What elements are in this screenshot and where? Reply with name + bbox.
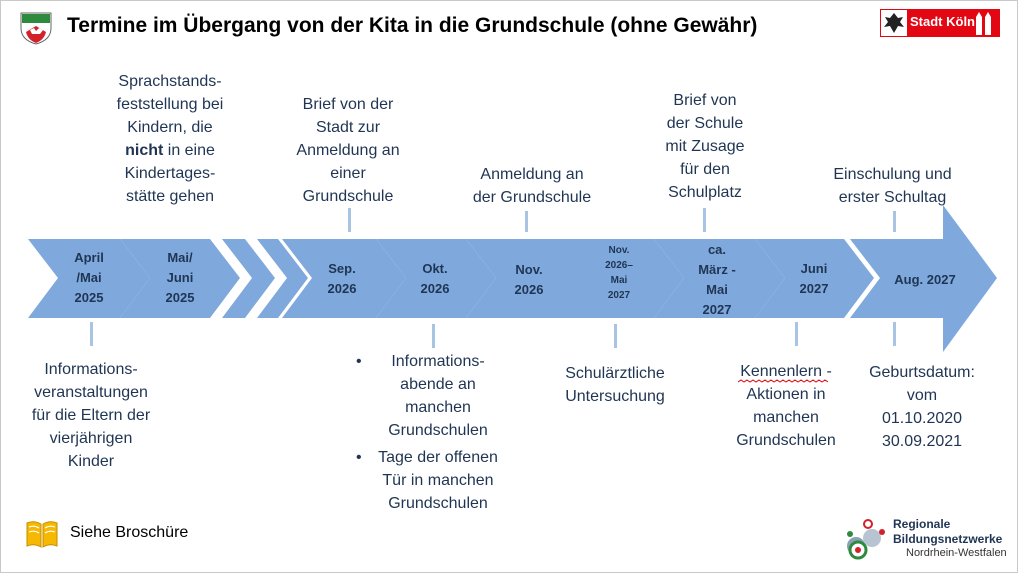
regionale-bildungsnetzwerke-logo	[842, 516, 888, 562]
label-informationsveranstaltungen: Informations- veranstaltungen für die Eltern der vierjährigen Kinder	[31, 361, 151, 470]
arrow-label-nov-2026-mai-2027: Nov. 2026– Mai 2027	[605, 245, 633, 301]
rbn-logo-line3: Nordrhein-Westfalen	[906, 547, 1007, 559]
connector-tick	[432, 324, 435, 348]
arrow-label-aug-2027: Aug. 2027	[894, 272, 956, 287]
label-kennenlern-aktionen: Kennenlern - Aktionen in manchen Grundschulen	[736, 363, 836, 449]
arrow-label-sep-2026: Sep. 2026	[327, 261, 357, 296]
connector-tick	[893, 322, 896, 346]
page-title: Termine im Übergang von der Kita in die Grundschule (ohne Gewähr)	[67, 14, 758, 37]
book-icon	[25, 519, 59, 549]
connector-tick	[614, 324, 617, 348]
connector-tick	[90, 322, 93, 346]
bullet-list-schulinfo	[356, 350, 506, 519]
label-brief-stadt: Brief von der Stadt zur Anmeldung an einer Grundschule	[296, 96, 400, 205]
connector-tick	[795, 322, 798, 346]
label-anmeldung: Anmeldung an der Grundschule	[472, 166, 592, 206]
arrow-label-maerz-mai-2027: ca. März - Mai 2027	[698, 242, 736, 317]
arrow-label-nov-2026: Nov. 2026	[514, 262, 544, 297]
label-sprachstandsfeststellung: Sprachstands- feststellung bei Kindern, die nicht in eine Kindertages- stätte gehen	[116, 73, 224, 205]
arrow-label-april-mai-2025: April /Mai 2025	[74, 250, 104, 305]
bullet-item-informationsabende: • Informations- abende an manchen Grundschulen	[356, 350, 506, 442]
label-geburtsdatum: Geburtsdatum: vom 01.10.2020 30.09.2021	[869, 364, 975, 450]
rbn-logo-line2: Bildungsnetzwerke	[893, 532, 1003, 546]
stadt-koeln-logo-text: Stadt Köln	[910, 14, 975, 29]
spellcheck-underline	[738, 379, 828, 384]
rbn-logo-line1: Regionale	[893, 517, 951, 531]
label-untersuchung: Schulärztliche Untersuchung	[565, 365, 665, 405]
arrow-label-juni-2027: Juni 2027	[799, 261, 829, 296]
broschure-hint: Siehe Broschüre	[70, 524, 189, 541]
label-einschulung: Einschulung und erster Schultag	[833, 166, 952, 206]
arrow-label-okt-2026: Okt. 2026	[420, 261, 450, 296]
bullet-item-tag-der-offenen-tuer: • Tage der offenen Tür in manchen Grundschulen	[356, 446, 506, 515]
label-brief-schule: Brief von der Schule mit Zusage für den Schulplatz	[665, 92, 745, 201]
arrow-label-mai-juni-2025: Mai/ Juni 2025	[165, 250, 195, 305]
